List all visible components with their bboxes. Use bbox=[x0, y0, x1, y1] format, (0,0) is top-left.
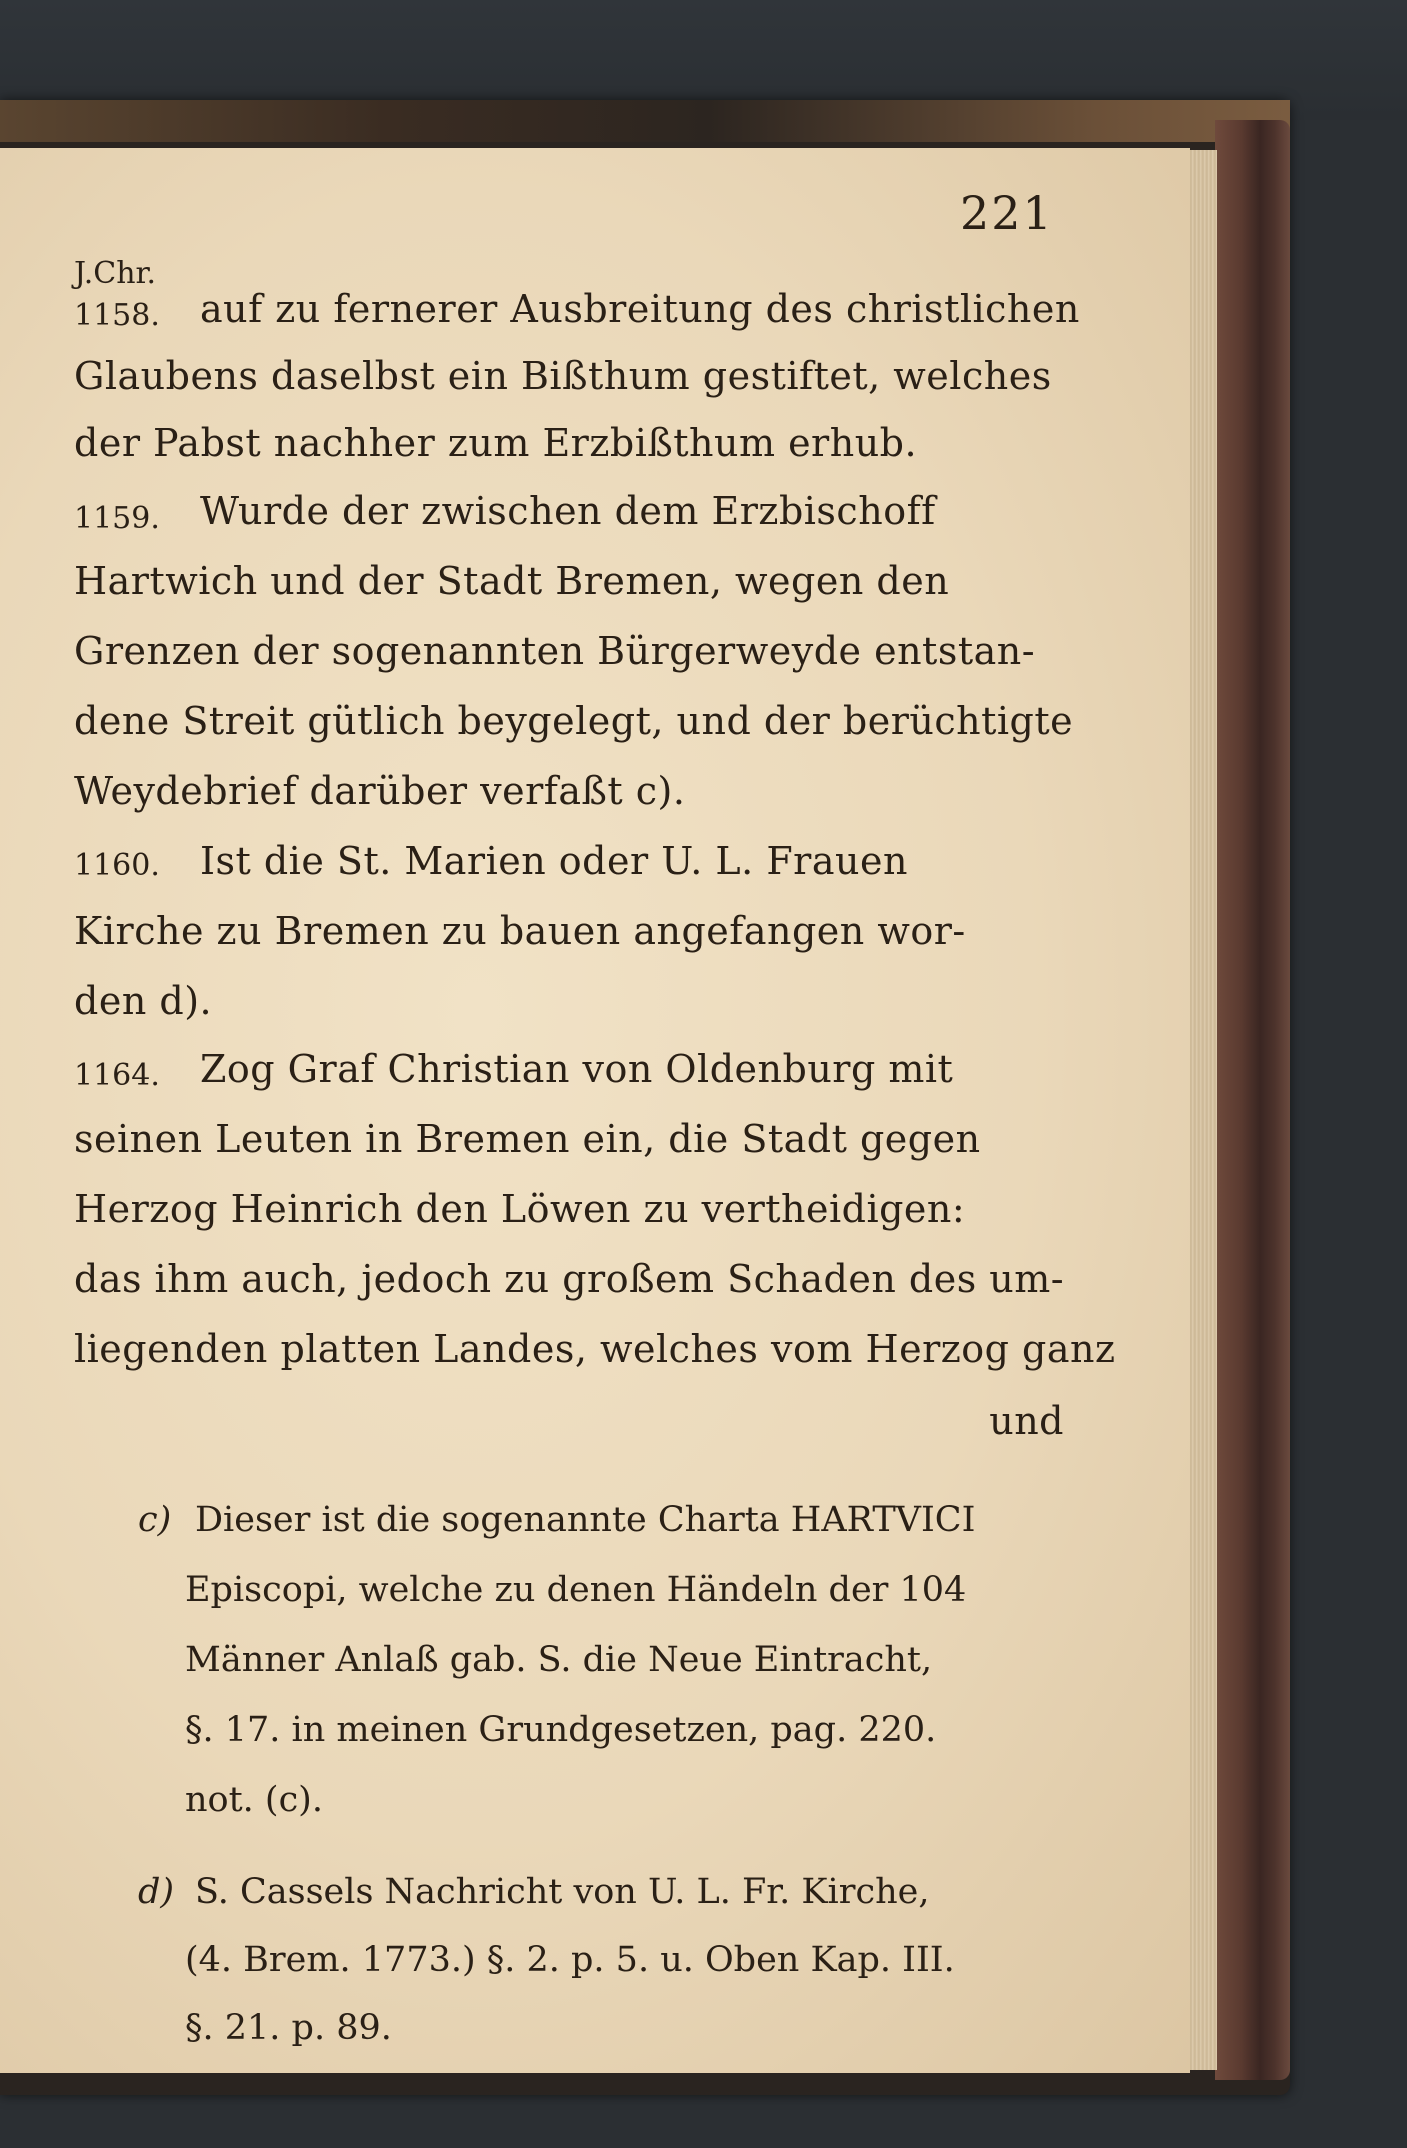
entry-year: 1159. bbox=[74, 501, 160, 536]
footnote-line: (4. Brem. 1773.) §. 2. p. 5. u. Oben Kap. III. bbox=[185, 1940, 955, 1980]
footnote-marker: d) bbox=[138, 1872, 175, 1912]
entry-line: Grenzen der sogenannten Bürgerweyde entstan- bbox=[74, 629, 1036, 673]
entry-line: liegenden platten Landes, welches vom Herzog ganz bbox=[74, 1327, 1116, 1371]
entry-line: der Pabst nachher zum Erzbißthum erhub. bbox=[74, 421, 918, 465]
entry-line: das ihm auch, jedoch zu großem Schaden des um- bbox=[74, 1257, 1065, 1301]
footnote-line: Dieser ist die sogenannte Charta HARTVICI bbox=[195, 1500, 976, 1540]
catchword: und bbox=[989, 1399, 1064, 1443]
footnote-line: Männer Anlaß gab. S. die Neue Eintracht, bbox=[185, 1640, 933, 1680]
year-header: J.Chr. bbox=[74, 256, 157, 291]
entry-line: Herzog Heinrich den Löwen zu vertheidigen: bbox=[74, 1187, 966, 1231]
entry-line: Glaubens daselbst ein Bißthum gestiftet, welches bbox=[74, 354, 1052, 398]
entry-year: 1158. bbox=[74, 298, 160, 333]
footnote-marker: c) bbox=[138, 1500, 172, 1540]
entry-line: den d). bbox=[74, 979, 213, 1023]
book-page bbox=[0, 148, 1190, 2073]
entry-line: seinen Leuten in Bremen ein, die Stadt gegen bbox=[74, 1117, 981, 1161]
entry-line: Wurde der zwischen dem Erzbischoff bbox=[200, 489, 936, 533]
book bbox=[0, 100, 1290, 2095]
footnote-line: S. Cassels Nachricht von U. L. Fr. Kirche, bbox=[195, 1872, 930, 1912]
entry-line: Ist die St. Marien oder U. L. Frauen bbox=[200, 839, 908, 883]
entry-line: Weydebrief darüber verfaßt c). bbox=[74, 769, 686, 813]
book-cover-edge bbox=[1215, 120, 1290, 2080]
page-number: 221 bbox=[960, 186, 1054, 240]
entry-line: auf zu fernerer Ausbreitung des christlichen bbox=[200, 287, 1080, 331]
footnote-line: not. (c). bbox=[185, 1780, 323, 1820]
entry-line: Hartwich und der Stadt Bremen, wegen den bbox=[74, 559, 950, 603]
footnote-line: §. 17. in meinen Grundgesetzen, pag. 220. bbox=[185, 1710, 937, 1750]
footnote-line: Episcopi, welche zu denen Händeln der 104 bbox=[185, 1570, 967, 1610]
book-head-edge bbox=[0, 100, 1290, 142]
entry-year: 1164. bbox=[74, 1058, 160, 1093]
entry-line: dene Streit gütlich beygelegt, und der berüchtigte bbox=[74, 699, 1074, 743]
entry-line: Kirche zu Bremen zu bauen angefangen wor- bbox=[74, 909, 966, 953]
entry-year: 1160. bbox=[74, 848, 160, 883]
entry-line: Zog Graf Christian von Oldenburg mit bbox=[200, 1047, 954, 1091]
footnote-line: §. 21. p. 89. bbox=[185, 2008, 392, 2048]
